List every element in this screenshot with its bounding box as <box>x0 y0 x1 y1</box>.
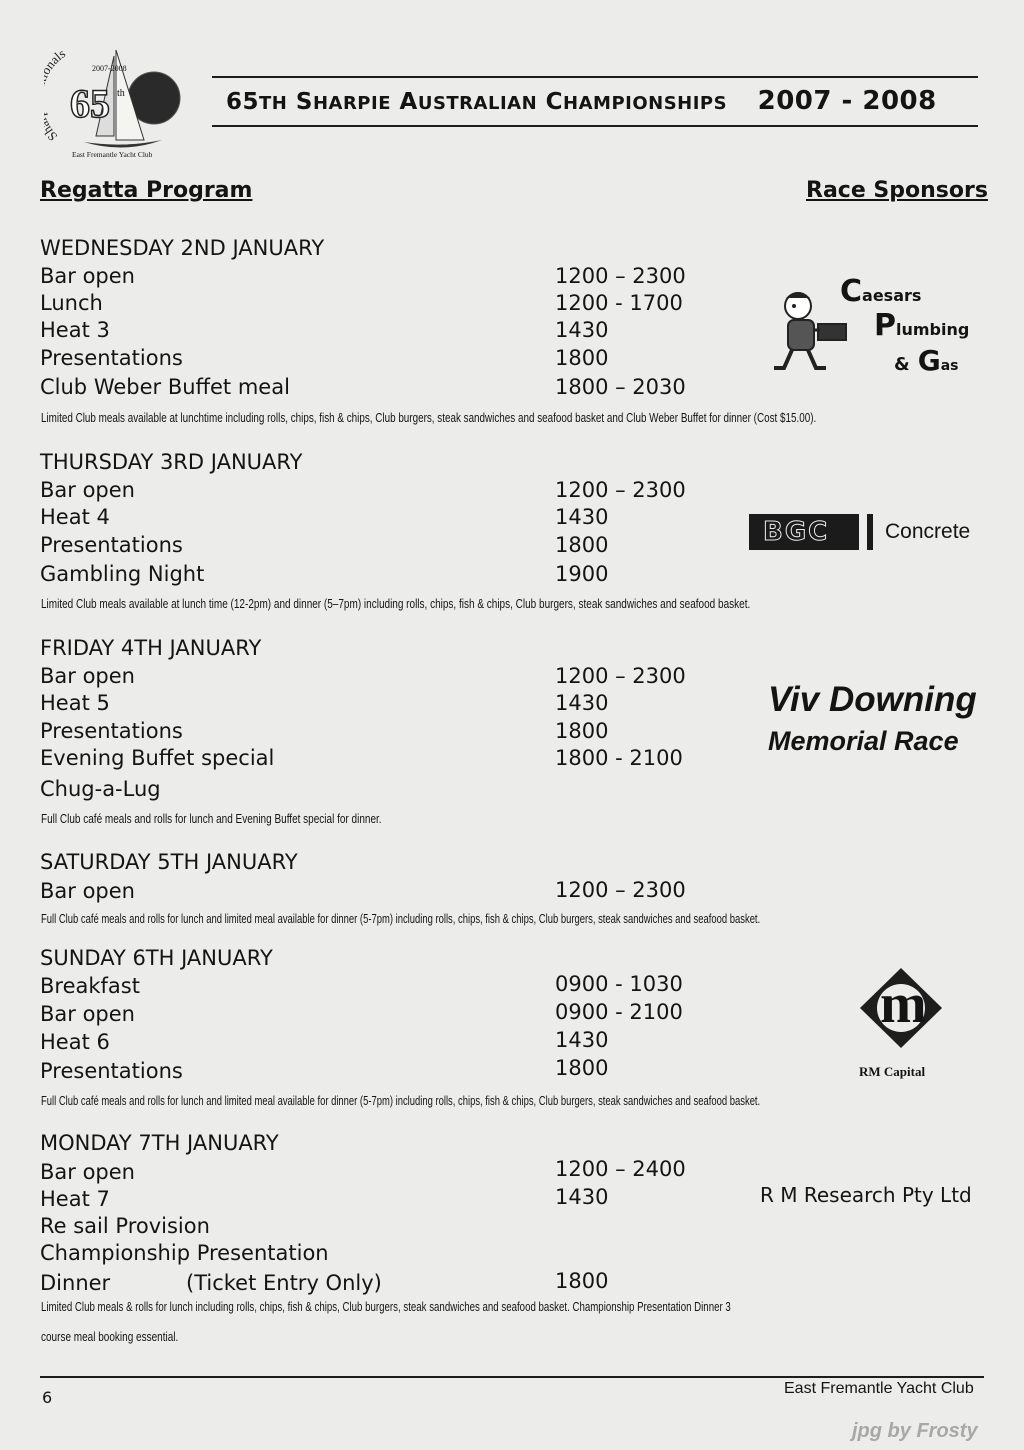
title-part: HAMPIONSHIPS <box>563 93 728 114</box>
event-time: 1430 <box>555 691 609 715</box>
logo-club-name: East Fremantle Yacht Club <box>72 150 153 159</box>
logo-suffix: th <box>117 88 125 99</box>
event-name: Bar open <box>40 879 135 903</box>
gas-line <box>894 344 958 377</box>
meal-note: Full Club café meals and rolls for lunch and Evening Buffet special for dinner. <box>41 812 382 826</box>
svg-text:Sharpie Nationals <box>44 46 68 145</box>
watermark: jpg by Frosty <box>852 1420 978 1442</box>
event-time: 1430 <box>555 1028 609 1052</box>
title-part: HARPIE <box>312 93 391 114</box>
event-name: Championship Presentation <box>40 1241 329 1265</box>
day-heading: MONDAY 7TH JANUARY <box>40 1131 279 1155</box>
event-name: Presentations <box>40 533 183 557</box>
rm-research-sponsor: R M Research Pty Ltd <box>760 1183 972 1207</box>
rm-capital-letter: m <box>880 973 927 1035</box>
championship-logo <box>44 40 184 165</box>
day-heading: SUNDAY 6TH JANUARY <box>40 946 273 970</box>
page-title <box>226 86 937 116</box>
event-time: 1200 – 2300 <box>555 264 686 288</box>
meal-note: Full Club café meals and rolls for lunch and limited meal available for dinner (5-7pm) including rolls, chips, fish & chips, Club burgers, steak sandwiches and seafood basket. <box>41 1094 761 1108</box>
event-time: 1200 - 1700 <box>555 291 683 315</box>
event-name: Bar open <box>40 264 135 288</box>
caesars-line <box>840 274 921 309</box>
page-number: 6 <box>42 1388 53 1407</box>
rm-capital-sponsor <box>856 966 946 1082</box>
event-name: Chug-a-Lug <box>40 777 161 801</box>
meal-note: Limited Club meals & rolls for lunch including rolls, chips, fish & chips, Club burgers, steak sandwiches and seafood basket. Championship Presentation Dinner 3 <box>41 1300 731 1314</box>
event-time: 1430 <box>555 318 609 342</box>
event-name: Re sail Provision <box>40 1214 210 1238</box>
bgc-concrete-sponsor <box>749 512 979 552</box>
event-name: Presentations <box>40 719 183 743</box>
event-time: 0900 - 1030 <box>555 972 683 996</box>
day-heading: THURSDAY 3RD JANUARY <box>40 450 303 474</box>
caesars-letter: C <box>840 274 863 309</box>
meal-note-continued: course meal booking essential. <box>41 1330 179 1344</box>
header-rule-bottom <box>212 125 978 127</box>
caesars-letter: G <box>917 344 941 377</box>
day-heading: SATURDAY 5TH JANUARY <box>40 850 298 874</box>
event-time: 0900 - 2100 <box>555 1000 683 1024</box>
plumbing-line <box>874 308 969 343</box>
bgc-logo-text: BGC <box>763 517 830 547</box>
event-time: 1900 <box>555 562 609 586</box>
event-time: 1800 <box>555 346 609 370</box>
event-time: 1800 <box>555 719 609 743</box>
title-part: S <box>295 89 313 115</box>
day-heading: WEDNESDAY 2ND JANUARY <box>40 236 325 260</box>
event-time: 1200 – 2400 <box>555 1157 686 1181</box>
event-name: Presentations <box>40 1059 183 1083</box>
event-time: 1800 <box>555 1269 609 1293</box>
footer-club-name: East Fremantle Yacht Club <box>784 1380 974 1397</box>
title-years: 2007 - 2008 <box>757 86 937 116</box>
title-part: TH <box>259 93 288 114</box>
event-time: 1430 <box>555 505 609 529</box>
event-time: 1800 <box>555 533 609 557</box>
event-name: Dinner <box>40 1271 111 1295</box>
event-extra: (Ticket Entry Only) <box>186 1271 382 1295</box>
event-name: Presentations <box>40 346 183 370</box>
caesars-word: lumbing <box>896 320 970 339</box>
viv-downing-title: Viv Downing <box>768 680 977 719</box>
rm-capital-text: RM Capital <box>859 1064 926 1079</box>
event-time: 1800 <box>555 1056 609 1080</box>
sailboat-logo-graphic <box>44 40 184 165</box>
logo-number: 65 <box>70 81 110 126</box>
event-name: Heat 4 <box>40 505 110 529</box>
caesars-letter: P <box>874 308 896 343</box>
header-rule-top <box>212 76 978 78</box>
day-heading: FRIDAY 4TH JANUARY <box>40 636 262 660</box>
event-name: Bar open <box>40 664 135 688</box>
event-time: 1800 - 2100 <box>555 746 683 770</box>
title-part: 65 <box>226 89 260 115</box>
event-name: Bar open <box>40 478 135 502</box>
caesars-word: aesars <box>862 286 922 305</box>
logo-arc-text: S als <box>44 45 68 145</box>
caesars-plumbing-sponsor <box>770 268 980 378</box>
event-name: Evening Buffet special <box>40 746 275 770</box>
regatta-program-heading: Regatta Program <box>40 178 253 203</box>
caesars-ampersand: & <box>894 354 910 375</box>
meal-note: Limited Club meals available at lunchtime including rolls, chips, fish & chips, Club burgers, steak sandwiches and seafood basket and Club Weber Buffet for dinner (Cost $15.00). <box>41 411 817 425</box>
event-name: Heat 5 <box>40 691 110 715</box>
logo-years: 2007-2008 <box>92 64 127 73</box>
title-part: C <box>545 89 564 115</box>
event-name: Heat 7 <box>40 1187 110 1211</box>
bgc-concrete-text: Concrete <box>885 520 971 543</box>
event-name: Bar open <box>40 1160 135 1184</box>
event-time: 1800 – 2030 <box>555 375 686 399</box>
event-name: Gambling Night <box>40 562 205 586</box>
event-time: 1200 – 2300 <box>555 478 686 502</box>
meal-note: Full Club café meals and rolls for lunch and limited meal available for dinner (5-7pm) including rolls, chips, fish & chips, Club burgers, steak sandwiches and seafood basket. <box>41 912 761 926</box>
event-name: Club Weber Buffet meal <box>40 375 290 399</box>
title-part: A <box>399 89 418 115</box>
footer-rule <box>40 1376 984 1378</box>
race-sponsors-heading: Race Sponsors <box>806 178 988 203</box>
event-time: 1200 – 2300 <box>555 664 686 688</box>
event-name: Heat 6 <box>40 1030 110 1054</box>
event-name: Bar open <box>40 1002 135 1026</box>
event-time: 1200 – 2300 <box>555 878 686 902</box>
event-name: Breakfast <box>40 974 140 998</box>
event-name: Heat 3 <box>40 318 110 342</box>
meal-note: Limited Club meals available at lunch time (12-2pm) and dinner (5–7pm) including rolls, chips, fish & chips, Club burgers, steak sandwiches and seafood basket. <box>41 597 751 611</box>
caesars-word: as <box>940 358 959 374</box>
event-time: 1430 <box>555 1185 609 1209</box>
memorial-race-title: Memorial Race <box>768 726 959 756</box>
title-part: USTRALIAN <box>417 93 538 114</box>
event-name: Lunch <box>40 291 103 315</box>
